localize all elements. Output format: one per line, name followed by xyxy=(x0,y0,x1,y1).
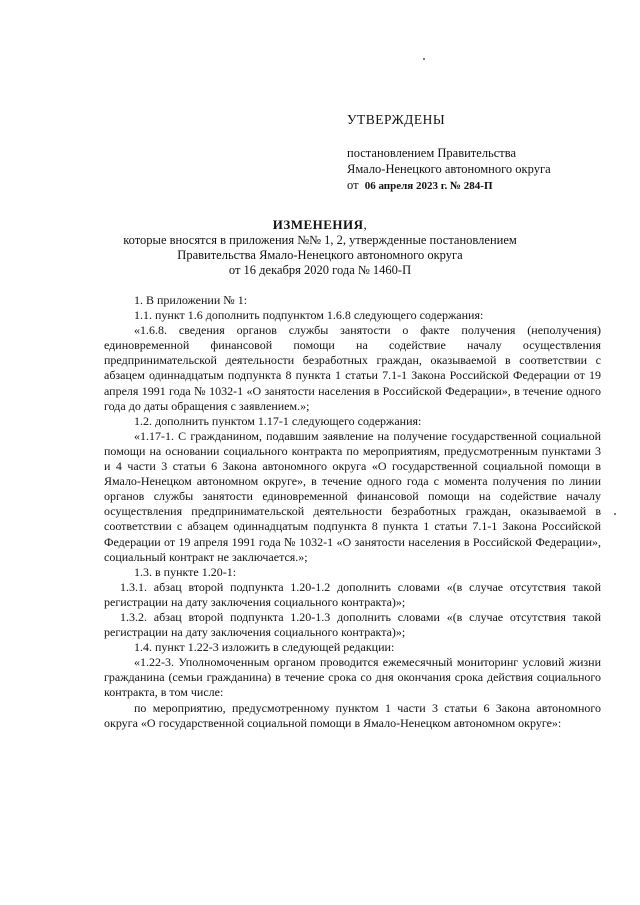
paragraph: 1.3.1. абзац второй подпункта 1.20-1.2 дополнить словами «(в случае отсутствия такой регистрации на дату заключения социального контракта)»; xyxy=(104,579,601,609)
approval-block xyxy=(347,112,607,194)
approval-decree-line xyxy=(347,177,607,194)
paragraph: «1.6.8. сведения органов службы занятости о факте получения (неполучения) единовременной финансовой помощи на содействие началу осуществления предпринимательской деятельности безработных граждан, оказываемой в соответствии с абзацем одиннадцатым подпункта 8 пункта 1 статьи 7.1-1 Закона Российской Федерации от 19 апреля 1991 года № 1032-1 «О занятости населения в Российской Федерации», в течение одного года до даты обращения с заявлением.»; xyxy=(104,323,601,413)
scan-speck xyxy=(614,513,616,515)
approval-title: УТВЕРЖДЕНЫ xyxy=(347,112,446,127)
heading-line: Правительства Ямало-Ненецкого автономного округа xyxy=(177,248,463,262)
heading-title-line xyxy=(0,217,640,233)
paragraph: по мероприятию, предусмотренному пунктом 1 части 3 статьи 6 Закона автономного округа «О государственной социальной помощи в Ямало-Ненецком автономном округе»: xyxy=(104,700,601,730)
paragraph: 1.3. в пункте 1.20-1: xyxy=(134,564,237,579)
scan-speck xyxy=(423,58,425,60)
heading-line: от 16 декабря 2020 года № 1460-П xyxy=(228,263,412,277)
document-body xyxy=(104,293,601,731)
paragraph: 1.3.2. абзац второй подпункта 1.20-1.3 дополнить словами «(в случае отсутствия такой регистрации на дату заключения социального контракта)»; xyxy=(104,609,601,640)
approval-decree: 06 апреля 2023 г. № 284-П xyxy=(364,180,493,192)
approval-line: постановлением Правительства xyxy=(347,146,517,160)
paragraph: «1.22-3. Уполномоченным органом проводится ежемесячный мониторинг условий жизни гражданина (семьи гражданина) в течение срока со дня окончания срока действия социального контракта, в том числе: xyxy=(104,655,601,700)
approval-line: Ямало-Ненецкого автономного округа xyxy=(347,162,551,176)
heading-title: ИЗМЕНЕНИЯ xyxy=(272,217,364,232)
approval-from-label: от xyxy=(347,178,359,192)
paragraph: 1.2. дополнить пунктом 1.17-1 следующего содержания: xyxy=(134,413,422,428)
paragraph: 1.4. пункт 1.22-3 изложить в следующей редакции: xyxy=(134,640,395,655)
paragraph: 1.1. пункт 1.6 дополнить подпунктом 1.6.8 следующего содержания: xyxy=(134,308,484,323)
heading-title-suffix: , xyxy=(363,217,368,232)
document-heading xyxy=(0,217,640,278)
heading-line: которые вносятся в приложения №№ 1, 2, утвержденные постановлением xyxy=(123,233,517,247)
paragraph: «1.17-1. С гражданином, подавшим заявление на получение государственной социальной помощи на основании социального контракта по мероприятиям, предусмотренным пунктами 3 и 4 части 3 статьи 6 Закона автономного округа «О государственной социальной помощи в Ямало-Ненецком автономном округе», в течение одного года с момента получения по линии органов службы занятости единовременной финансовой помощи на содействие началу осуществления предпринимательской деятельности безработных граждан, оказываемой в соответствии с абзацем одиннадцатым подпункта 8 пункта 1 статьи 7.1-1 Закона Российской Федерации от 19 апреля 1991 года № 1032-1 «О занятости населения в Российской Федерации», социальный контракт не заключается.»; xyxy=(104,428,601,564)
paragraph: 1. В приложении № 1: xyxy=(134,293,248,307)
